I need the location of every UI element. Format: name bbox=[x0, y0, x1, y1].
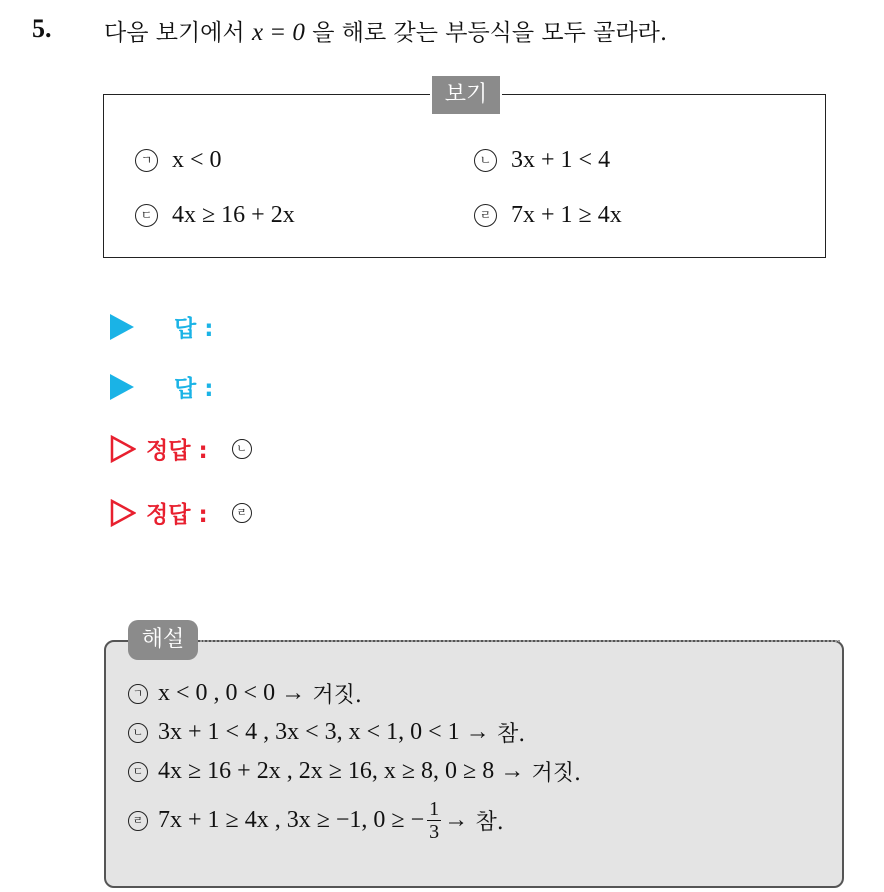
explanation-expr: 3x + 1 < 4 , 3x < 3, x < 1, 0 < 1 → bbox=[158, 719, 490, 745]
explanation-expr: 4x ≥ 16 + 2x , 2x ≥ 16, x ≥ 8, 0 ≥ 8 → bbox=[158, 758, 525, 784]
option-expr: 4x ≥ 16 + 2x bbox=[172, 202, 295, 228]
explanation-mark: ㄹ bbox=[128, 811, 148, 831]
option-mark: ㄱ bbox=[135, 149, 158, 172]
option-expr: x < 0 bbox=[172, 147, 222, 173]
option-mark: ㄷ bbox=[135, 204, 158, 227]
bogi-option-4 bbox=[474, 202, 622, 229]
correct-answer-mark: ㄴ bbox=[232, 439, 252, 459]
bogi-tag: 보기 bbox=[430, 76, 502, 114]
answer-label: 답 : bbox=[174, 316, 214, 342]
outline-triangle-icon bbox=[110, 499, 136, 527]
explanation-result: 거짓. bbox=[312, 683, 362, 708]
fraction bbox=[427, 798, 441, 843]
explanation-line-4 bbox=[128, 798, 504, 843]
correct-answer-row-2 bbox=[110, 496, 262, 529]
option-mark: ㄴ bbox=[474, 149, 497, 172]
option-expr: 3x + 1 < 4 bbox=[511, 147, 611, 173]
explanation-divider bbox=[200, 640, 840, 642]
bogi-option-1 bbox=[135, 147, 222, 174]
explanation-result: 거짓. bbox=[531, 761, 582, 786]
explanation-arrow: → bbox=[444, 807, 469, 833]
correct-answer-label: 정답 : bbox=[146, 438, 208, 464]
answer-label: 답 : bbox=[174, 376, 214, 402]
bogi-option-2 bbox=[474, 147, 610, 174]
fraction-numerator: 1 bbox=[429, 798, 440, 820]
question-math: x = 0 bbox=[251, 19, 305, 46]
explanation-mark: ㄱ bbox=[128, 684, 148, 704]
correct-answer-label: 정답 : bbox=[146, 502, 208, 528]
explanation-tag: 해설 bbox=[128, 620, 198, 660]
bogi-option-3 bbox=[135, 202, 295, 229]
outline-triangle-icon bbox=[110, 435, 136, 463]
explanation-line-3 bbox=[128, 756, 581, 787]
question-text bbox=[104, 14, 667, 47]
explanation-mark: ㄷ bbox=[128, 762, 148, 782]
option-mark: ㄹ bbox=[474, 204, 497, 227]
question-text-after: 을 해로 갖는 부등식을 모두 골라라. bbox=[312, 20, 668, 46]
explanation-line-1 bbox=[128, 678, 362, 709]
explanation-expr: x < 0 , 0 < 0 → bbox=[158, 680, 306, 706]
answer-row-2 bbox=[110, 370, 213, 403]
explanation-result: 참. bbox=[497, 722, 526, 747]
explanation-result: 참. bbox=[475, 810, 504, 835]
fraction-denominator: 3 bbox=[429, 821, 440, 843]
correct-answer-mark: ㄹ bbox=[232, 503, 252, 523]
play-triangle-icon bbox=[110, 374, 134, 400]
explanation-mark: ㄴ bbox=[128, 723, 148, 743]
play-triangle-icon bbox=[110, 314, 134, 340]
explanation-line-2 bbox=[128, 717, 525, 748]
explanation-expr: 7x + 1 ≥ 4x , 3x ≥ −1, 0 ≥ − bbox=[158, 807, 425, 833]
correct-answer-row-1 bbox=[110, 432, 262, 465]
answer-row-1 bbox=[110, 310, 213, 343]
question-number: 5. bbox=[32, 14, 52, 43]
question-text-before: 다음 보기에서 bbox=[104, 20, 245, 46]
bogi-box bbox=[103, 94, 826, 258]
option-expr: 7x + 1 ≥ 4x bbox=[511, 202, 622, 228]
